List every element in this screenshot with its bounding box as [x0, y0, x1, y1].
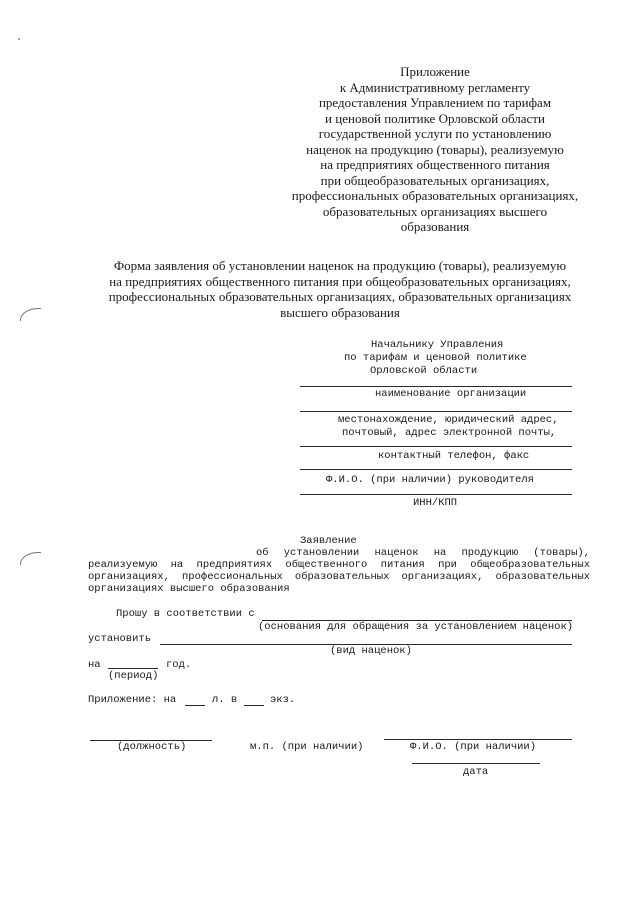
- fio-caption: Ф.И.О. (при наличии): [410, 741, 537, 753]
- punch-hole-mark: [20, 552, 41, 565]
- appendix-line-6: наценок на продукцию (товары), реализуемую: [306, 141, 564, 157]
- appendix-line-7: на предприятиях общественного питания: [320, 157, 550, 172]
- statement-line-4: организациях высшего образования: [88, 583, 290, 595]
- director-line: [300, 469, 572, 470]
- address-caption-1: местонахождение, юридический адрес,: [338, 414, 559, 426]
- date-caption: дата: [463, 766, 489, 778]
- inn-caption: ИНН/КПП: [413, 497, 458, 509]
- attachment-sheets: л. в: [212, 694, 238, 706]
- appendix-line-3: предоставления Управлением по тарифам: [318, 95, 552, 110]
- appendix-line-5: государственной услуги по установлению: [318, 126, 552, 141]
- appendix-line-11: образования: [400, 219, 470, 234]
- stamp-caption: м.п. (при наличии): [250, 741, 364, 753]
- basis-caption: (основания для обращения за установлением наценок): [258, 621, 574, 633]
- copies-input-line[interactable]: [244, 705, 264, 706]
- inn-line: [300, 494, 572, 495]
- contacts-caption: контактный телефон, факс: [378, 450, 530, 462]
- period-suffix: год.: [166, 659, 192, 671]
- statement-heading: Заявление: [300, 535, 357, 547]
- appendix-line-2: к Административному регламенту: [339, 79, 531, 95]
- statement-line-3: организациях, профессиональных образовательных организациях, образовательных: [88, 571, 590, 583]
- sheets-input-line[interactable]: [185, 705, 205, 706]
- date-line[interactable]: [412, 763, 540, 764]
- director-caption: Ф.И.О. (при наличии) руководителя: [326, 474, 534, 486]
- addressee-line-2: по тарифам и ценовой политике: [344, 352, 527, 364]
- form-title: [60, 258, 620, 320]
- fio-line[interactable]: [384, 739, 572, 740]
- org-name-caption: наименование организации: [375, 388, 527, 400]
- period-caption: (период): [108, 670, 159, 682]
- appendix-header: [276, 64, 594, 235]
- statement-line-2: реализуемую на предприятиях общественного питания при общеобразовательных: [88, 559, 590, 571]
- address-caption-2: почтовый, адрес электронной почты,: [342, 427, 557, 439]
- addressee-line-3: Орловской области: [370, 365, 478, 377]
- address-line: [300, 411, 572, 412]
- period-prefix: на: [88, 659, 101, 671]
- form-title-line-3: профессиональных образовательных организациях, образовательных организациях: [108, 289, 572, 304]
- appendix-line-9: профессиональных образовательных организациях,: [291, 188, 579, 203]
- appendix-line-10: образовательных организациях высшего: [322, 203, 548, 219]
- contacts-line: [300, 446, 572, 447]
- request-prefix: Прошу в соответствии с: [116, 608, 255, 620]
- punch-hole-mark: [20, 308, 41, 321]
- statement-line-1: об установлении наценок на продукцию (товары),: [256, 547, 590, 559]
- establish-label: установить: [88, 633, 152, 645]
- form-title-line-2: на предприятиях общественного питания при общеобразовательных организациях,: [109, 273, 571, 289]
- form-title-line-4: высшего образования: [280, 304, 400, 320]
- attachment-copies: экз.: [270, 694, 296, 706]
- attachment-label: Приложение: на: [88, 694, 177, 706]
- period-input-line[interactable]: [108, 668, 158, 669]
- org-name-line: [300, 386, 572, 387]
- appendix-line-4: и ценовой политике Орловской области: [325, 110, 545, 126]
- position-caption: (должность): [117, 741, 187, 753]
- form-title-line-1: Форма заявления об установлении наценок на продукцию (товары), реализуемую: [113, 258, 567, 273]
- appendix-line-8: при общеобразовательных организациях,: [320, 172, 550, 188]
- addressee-line-1: Начальнику Управления: [371, 339, 504, 351]
- scan-speck: [18, 38, 20, 40]
- markup-type-caption: (вид наценок): [330, 645, 412, 657]
- appendix-line-1: Приложение: [400, 64, 470, 79]
